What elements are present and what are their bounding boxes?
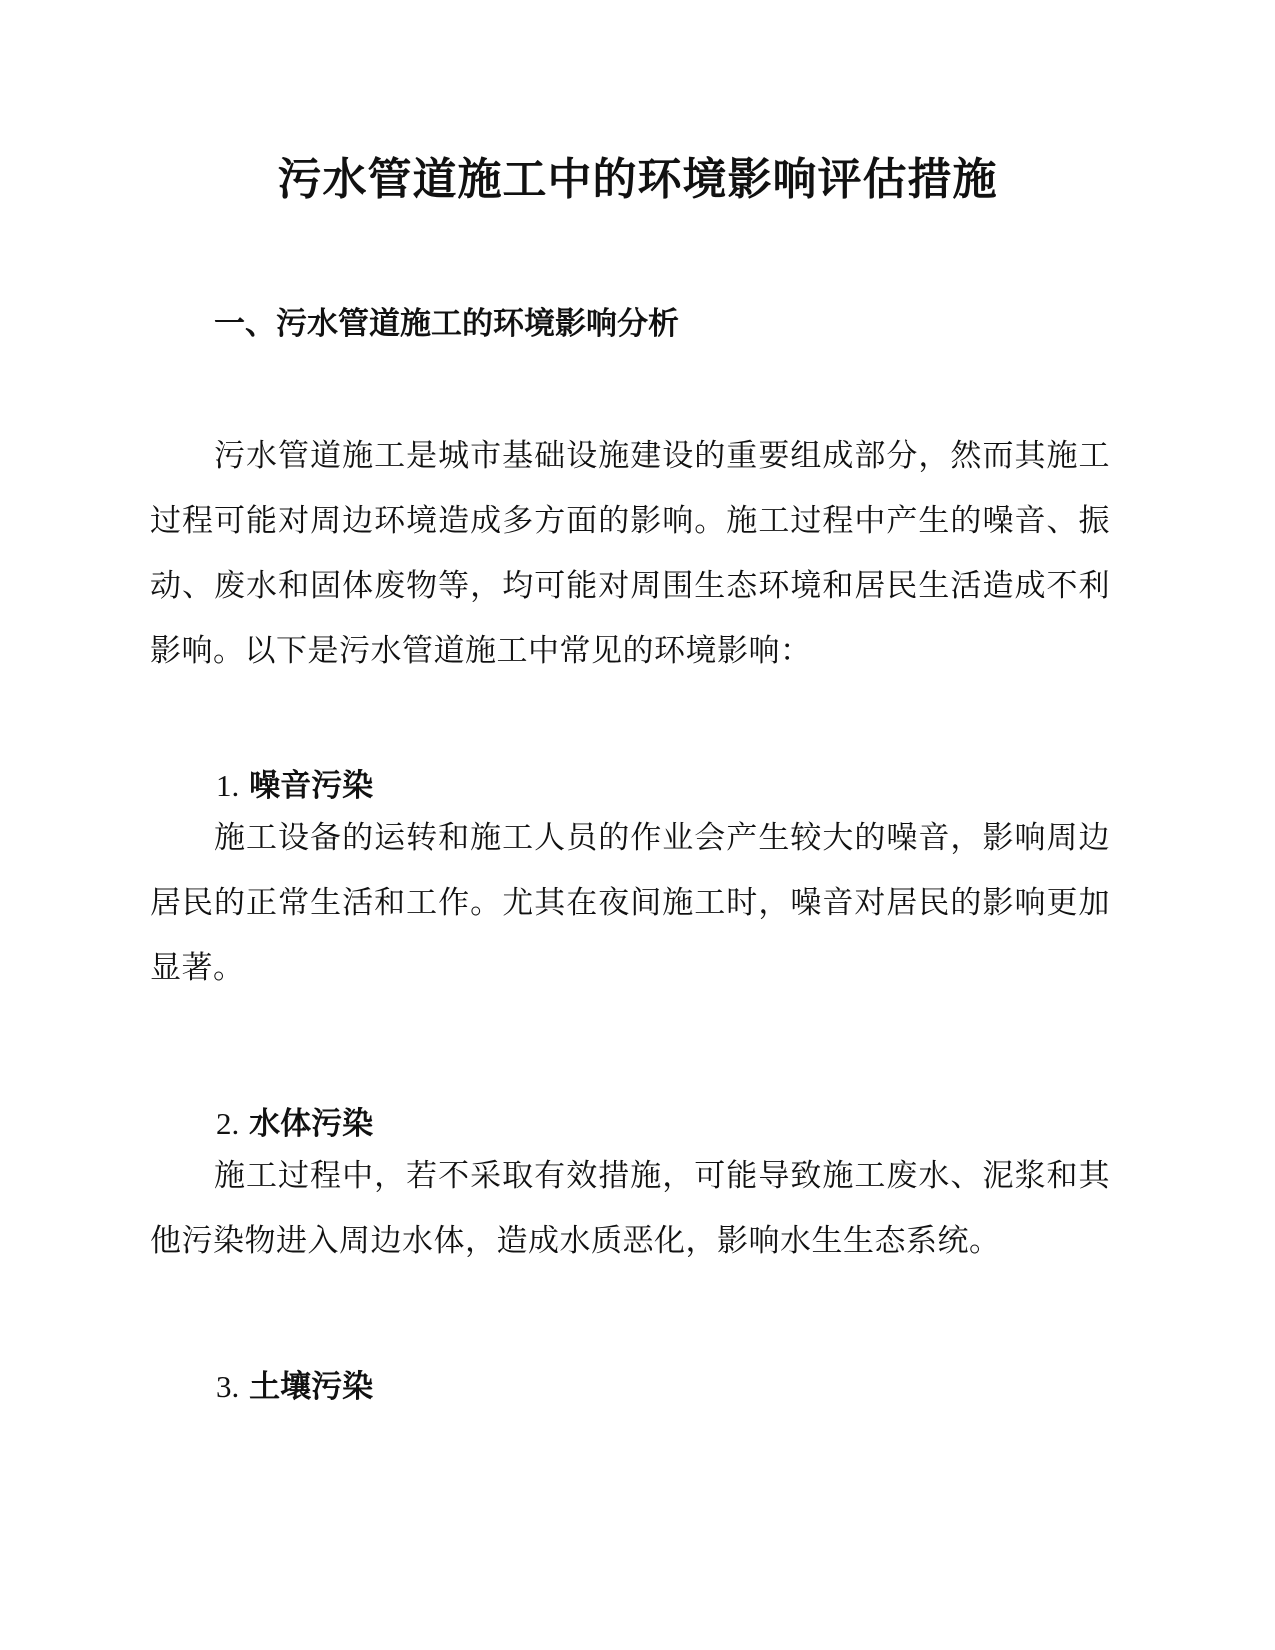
paragraph-noise: 施工设备的运转和施工人员的作业会产生较大的噪音，影响周边居民的正常生活和工作。尤其在夜间施工时，噪音对居民的影响更加显著。 bbox=[150, 820, 1110, 986]
document-title: 污水管道施工中的环境影响评估措施 bbox=[277, 154, 998, 205]
subheading-number: 3. bbox=[216, 1369, 240, 1404]
subheading-number: 2. bbox=[216, 1106, 240, 1141]
paragraph-water: 施工过程中，若不采取有效措施，可能导致施工废水、泥浆和其他污染物进入周边水体，造成水质恶化，影响水生生态系统。 bbox=[150, 1158, 1110, 1259]
subheading-label: 噪音污染 bbox=[249, 768, 374, 804]
subheading-noise bbox=[216, 764, 373, 808]
section-heading: 一、污水管道施工的环境影响分析 bbox=[214, 306, 679, 342]
subheading-water bbox=[216, 1102, 373, 1146]
subheading-soil bbox=[216, 1365, 373, 1409]
subheading-number: 1. bbox=[216, 768, 240, 803]
intro-paragraph: 污水管道施工是城市基础设施建设的重要组成部分，然而其施工过程可能对周边环境造成多方面的影响。施工过程中产生的噪音、振动、废水和固体废物等，均可能对周围生态环境和居民生活造成不利影响。以下是污水管道施工中常见的环境影响： bbox=[150, 438, 1110, 669]
subheading-label: 土壤污染 bbox=[249, 1369, 374, 1405]
subheading-label: 水体污染 bbox=[249, 1106, 374, 1142]
